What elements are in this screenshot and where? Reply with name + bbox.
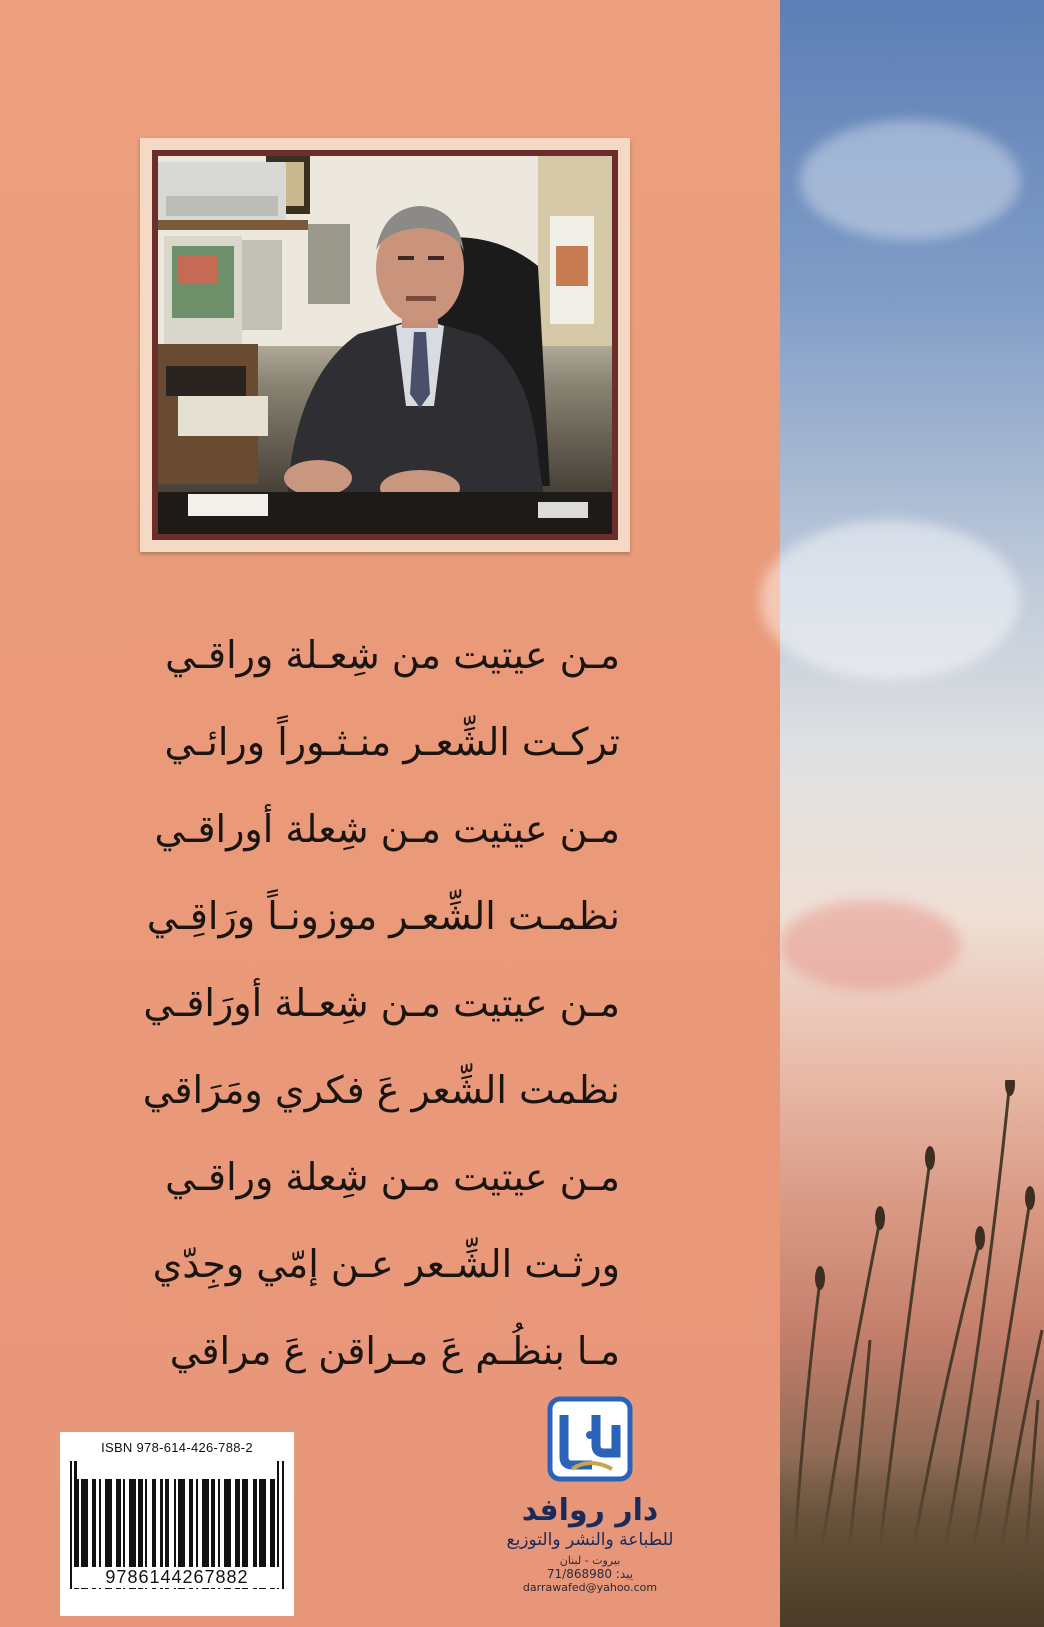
publisher-location: بيروت - لبنان (559, 1554, 621, 1567)
poem-line: نظمت الشِّعر عَ فكري ومَرَاقي (142, 1068, 620, 1112)
sky-landscape (780, 0, 1044, 1627)
cloud (800, 120, 1020, 240)
cloud (780, 900, 960, 990)
author-photo (158, 156, 612, 534)
barcode-number: 9786144267882 (72, 1567, 282, 1588)
poem-line: ورثـت الشِّـعر عـن إمّي وجِدّي (152, 1242, 620, 1286)
poem (142, 612, 620, 1395)
poem-line: نظمـت الشِّعـر موزونـاً ورَاقِـي (146, 894, 620, 938)
isbn-label: ISBN 978-614-426-788-2 (101, 1440, 253, 1455)
author-photo-frame (140, 138, 630, 552)
publisher-subtitle: للطباعة والنشر والتوزيع (506, 1530, 674, 1550)
poem-line: مـا بنظُـم عَ مـراقن عَ مراقي (169, 1329, 620, 1373)
publisher-email: darrawafed@yahoo.com (522, 1581, 658, 1594)
poem-line: مـن عيتيت مـن شِعلة أوراقـي (154, 807, 620, 851)
grass-field (780, 1457, 1044, 1627)
poem-line: مـن عيتيت مـن شِعلة وراقـي (165, 1155, 620, 1199)
poem-line: مـن عيتيت مـن شِعـلة أورَاقـي (143, 981, 620, 1025)
publisher-logo (542, 1395, 638, 1487)
poem-line: تركـت الشِّعـر منـثـوراً ورائـي (164, 720, 620, 764)
author-photo-border (152, 150, 618, 540)
poem-line: مـن عيتيت من شِعـلة وراقـي (165, 633, 620, 677)
publisher-name: دار روافد (521, 1493, 659, 1528)
isbn-barcode (60, 1432, 294, 1616)
cloud (760, 520, 1020, 680)
publisher-phone: 71/868980 :يبد (546, 1567, 634, 1581)
barcode-digits (70, 1567, 284, 1588)
publisher-block (470, 1395, 710, 1594)
